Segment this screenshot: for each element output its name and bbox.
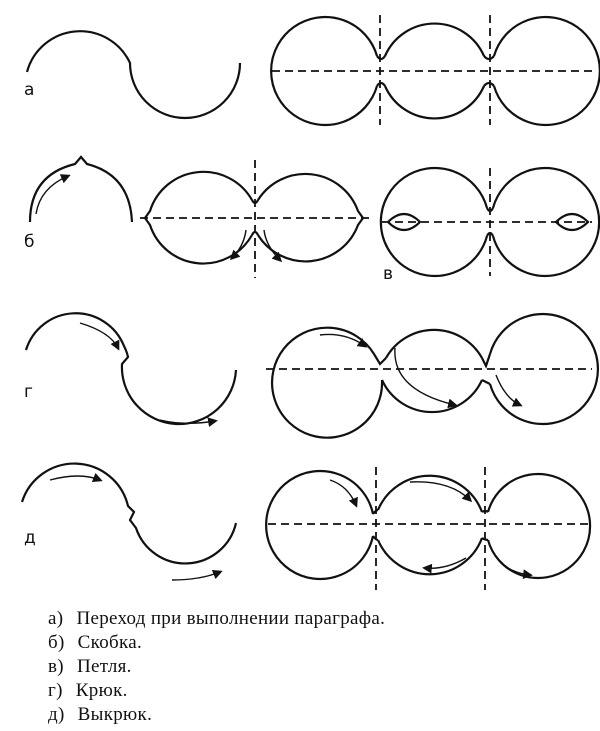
legend-text: Крюк.: [75, 680, 128, 701]
figure-a-s-curve: [27, 31, 240, 118]
label-b: б: [24, 232, 35, 252]
figure-v-axes: [382, 168, 592, 276]
figure-g-hook-s-curve: [26, 313, 236, 424]
legend-key: в): [48, 656, 64, 677]
legend-text: Выкрюк.: [77, 704, 153, 725]
figure-b-axes: [140, 160, 372, 278]
legend-item: [48, 679, 385, 703]
legend-item: [48, 631, 385, 655]
figure-b-bracket-arc: [30, 157, 132, 222]
label-d: д: [24, 528, 36, 548]
legend-item: [48, 607, 385, 631]
figure-b-two-circles: [145, 172, 363, 264]
figure-a-axes: [272, 15, 592, 125]
figure-d-three-circles: [266, 471, 590, 579]
legend-key: д): [48, 704, 65, 725]
figure-d-counter-hook-s-curve: [22, 464, 236, 580]
legend-text: Переход при выполнении параграфа.: [76, 608, 386, 629]
legend-text: Петля.: [76, 656, 132, 677]
label-a: а: [24, 80, 35, 100]
legend-key: а): [48, 608, 64, 629]
label-v: в: [383, 264, 394, 284]
legend-item: [48, 703, 385, 727]
label-g: г: [24, 382, 33, 402]
legend: [48, 607, 385, 727]
legend-item: [48, 655, 385, 679]
figure-d-axes: [268, 467, 592, 590]
figure-g-three-circles: [272, 314, 598, 438]
legend-key: г): [48, 680, 63, 701]
legend-key: б): [48, 632, 65, 653]
legend-text: Скобка.: [77, 632, 143, 653]
